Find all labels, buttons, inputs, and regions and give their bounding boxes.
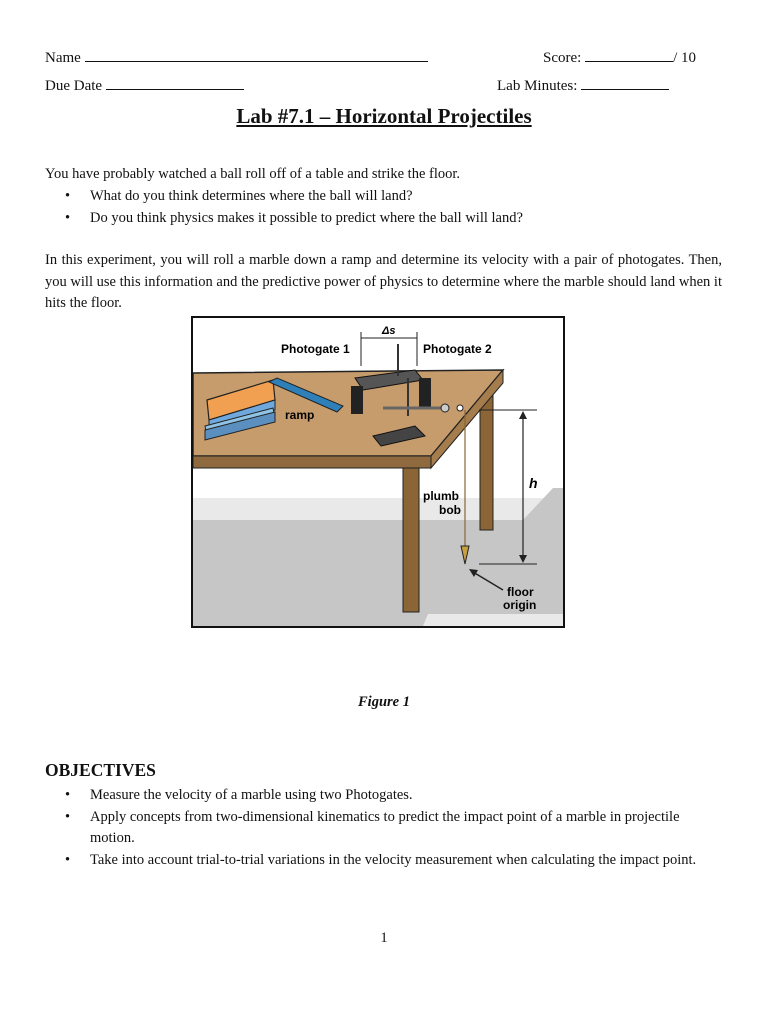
table-leg-front bbox=[403, 468, 419, 612]
photogate-1 bbox=[351, 386, 363, 414]
lab-setup-diagram bbox=[193, 318, 563, 626]
intro-bullet-list bbox=[45, 186, 735, 229]
ramp-label: ramp bbox=[285, 408, 315, 422]
due-date-label: Due Date bbox=[45, 78, 103, 94]
lab-minutes-field bbox=[497, 75, 669, 95]
origin-label: origin bbox=[503, 598, 537, 612]
experiment-paragraph: In this experiment, you will roll a marble down a ramp and determine its velocity with a pair of photogates. Then, you will use this information and the predictive power of physics to determine where the marble should land when it hits the floor. bbox=[45, 252, 722, 311]
due-date-field bbox=[45, 75, 244, 95]
objectives-list bbox=[45, 785, 725, 871]
name-label: Name bbox=[45, 50, 81, 66]
plumb-label: plumb bbox=[423, 489, 459, 503]
marble bbox=[441, 404, 449, 412]
figure-1-illustration bbox=[191, 316, 565, 628]
name-blank[interactable] bbox=[85, 47, 428, 62]
photogate-2 bbox=[419, 378, 431, 408]
page-number: 1 bbox=[380, 930, 388, 946]
name-field bbox=[45, 47, 428, 67]
score-total: / 10 bbox=[673, 50, 696, 66]
delta-s-label: Δs bbox=[382, 325, 396, 337]
objective-item: • Apply concepts from two-dimensional kinematics to predict the impact point of a marble in projectile motion. bbox=[45, 807, 725, 850]
table-edge-front bbox=[193, 456, 431, 468]
table-leg-back bbox=[480, 392, 493, 530]
figure-caption: Figure 1 bbox=[358, 694, 410, 710]
due-date-blank[interactable] bbox=[106, 75, 244, 90]
score-field bbox=[543, 47, 696, 67]
photogate-1-label: Photogate 1 bbox=[281, 342, 350, 356]
intro-text: You have probably watched a ball roll off of a table and strike the floor. bbox=[45, 166, 461, 182]
objective-item: • Take into account trial-to-trial variations in the velocity measurement when calculating the impact point. bbox=[45, 850, 725, 872]
intro-bullet: • What do you think determines where the ball will land? bbox=[45, 186, 735, 208]
floor-light-strip bbox=[423, 614, 563, 626]
objective-item: • Measure the velocity of a marble using two Photogates. bbox=[45, 785, 725, 807]
objectives-heading: OBJECTIVES bbox=[45, 760, 156, 780]
lab-minutes-blank[interactable] bbox=[581, 75, 669, 90]
lab-minutes-label: Lab Minutes: bbox=[497, 78, 578, 94]
bob-label: bob bbox=[439, 503, 461, 517]
score-label: Score: bbox=[543, 50, 582, 66]
score-blank[interactable] bbox=[585, 47, 673, 62]
h-arrow-head-top bbox=[519, 411, 527, 419]
photogate-2-label: Photogate 2 bbox=[423, 342, 492, 356]
launch-point bbox=[457, 405, 463, 411]
intro-bullet: • Do you think physics makes it possible to predict where the ball will land? bbox=[45, 208, 735, 230]
page-title: Lab #7.1 – Horizontal Projectiles bbox=[236, 104, 532, 128]
floor-label: floor bbox=[507, 585, 534, 599]
h-label: h bbox=[529, 475, 538, 491]
